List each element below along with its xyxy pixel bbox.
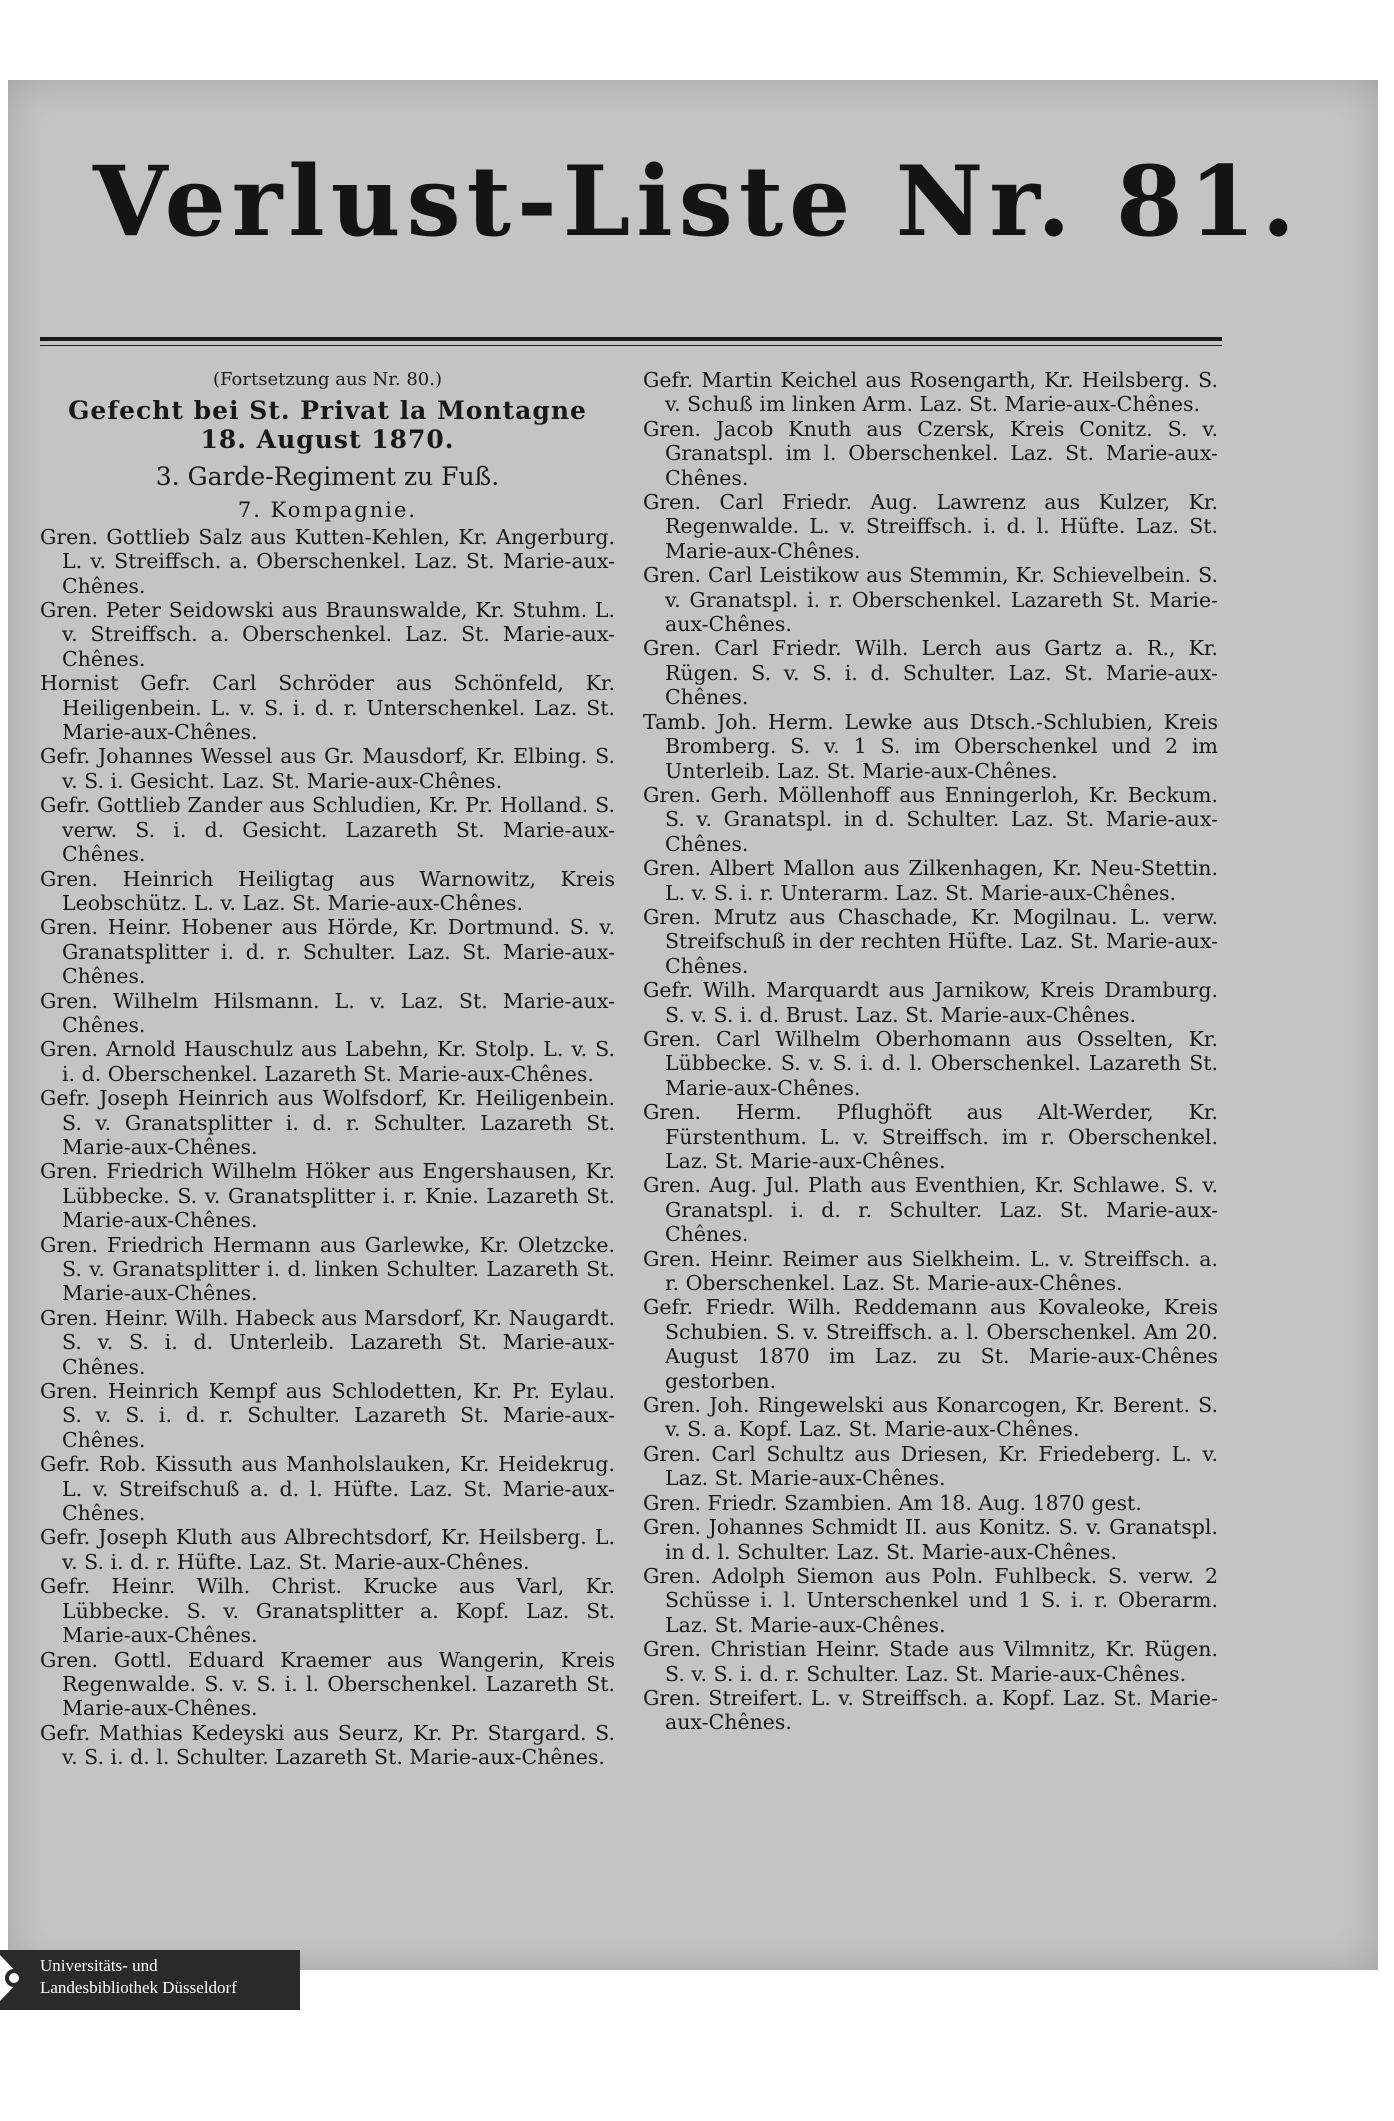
casualty-entry: Gren. Friedrich Wilhelm Höker aus Engershausen, Kr. Lübbecke. S. v. Granatsplitter i. r. Knie. Lazareth St. Marie-aux-Chênes. xyxy=(40,1159,615,1233)
casualty-entry: Gefr. Johannes Wessel aus Gr. Mausdorf, Kr. Elbing. S. v. S. i. Gesicht. Laz. St. Marie-aux-Chênes. xyxy=(40,744,615,793)
casualty-entry: Gren. Peter Seidowski aus Braunswalde, Kr. Stuhm. L. v. Streiffsch. a. Oberschenkel. Laz. St. Marie-aux-Chênes. xyxy=(40,598,615,671)
casualty-entry: Gren. Adolph Siemon aus Poln. Fuhlbeck. S. verw. 2 Schüsse i. l. Unterschenkel und 1 S. i. r. Oberarm. Laz. St. Marie-aux-Chênes. xyxy=(643,1563,1218,1637)
casualty-entry: Gefr. Gottlieb Zander aus Schludien, Kr. Pr. Holland. S. verw. S. i. d. Gesicht. Lazareth St. Marie-aux-Chênes. xyxy=(40,793,615,867)
casualty-entry: Gren. Joh. Ringewelski aus Konarcogen, Kr. Berent. S. v. S. a. Kopf. Laz. St. Marie-aux-Chênes. xyxy=(643,1393,1218,1442)
casualty-entry: Gren. Heinrich Heiligtag aus Warnowitz, Kreis Leobschütz. L. v. Laz. St. Marie-aux-Chênes. xyxy=(40,866,615,915)
casualty-entry: Gren. Carl Leistikow aus Stemmin, Kr. Schievelbein. S. v. Granatspl. i. r. Oberschenkel. Lazareth St. Marie-aux-Chênes. xyxy=(643,563,1218,637)
casualty-entry: Gren. Christian Heinr. Stade aus Vilmnitz, Kr. Rügen. S. v. S. i. d. r. Schulter. Laz. St. Marie-aux-Chênes. xyxy=(643,1637,1218,1686)
title-rule-thick xyxy=(40,337,1222,341)
casualty-entry: Gren. Streifert. L. v. Streiffsch. a. Kopf. Laz. St. Marie-aux-Chênes. xyxy=(643,1685,1218,1735)
casualty-entry: Gefr. Wilh. Marquardt aus Jarnikow, Kreis Dramburg. S. v. S. i. d. Brust. Laz. St. Marie-aux-Chênes. xyxy=(643,978,1218,1027)
casualty-entry: Gren. Johannes Schmidt II. aus Konitz. S. v. Granatspl. in d. l. Schulter. Laz. St. Marie-aux-Chênes. xyxy=(643,1515,1218,1564)
casualty-entry: Gren. Carl Friedr. Wilh. Lerch aus Gartz a. R., Kr. Rügen. S. v. S. i. d. Schulter. Laz. St. Marie-aux-Chênes. xyxy=(643,636,1218,710)
casualty-entry: Gefr. Heinr. Wilh. Christ. Krucke aus Varl, Kr. Lübbecke. S. v. Granatsplitter a. Kopf. Laz. St. Marie-aux-Chênes. xyxy=(40,1574,615,1648)
battle-heading: Gefecht bei St. Privat la Montagne xyxy=(68,396,587,426)
right-column xyxy=(643,368,1218,1735)
casualty-entry: Gren. Gerh. Möllenhoff aus Enningerloh, Kr. Beckum. S. v. Granatspl. in d. Schulter. Laz. St. Marie-aux-Chênes. xyxy=(643,782,1218,856)
casualty-entry: Gefr. Martin Keichel aus Rosengarth, Kr. Heilsberg. S. v. Schuß im linken Arm. Laz. St. Marie-aux-Chênes. xyxy=(643,368,1218,417)
casualty-entry: Gren. Heinrich Kempf aus Schlodetten, Kr. Pr. Eylau. S. v. S. i. d. r. Schulter. Lazareth St. Marie-aux-Chênes. xyxy=(40,1379,615,1452)
casualty-entry: Gren. Carl Schultz aus Driesen, Kr. Friedeberg. L. v. Laz. St. Marie-aux-Chênes. xyxy=(643,1441,1218,1491)
casualty-entry: Gren. Wilhelm Hilsmann. L. v. Laz. St. Marie-aux-Chênes. xyxy=(40,988,615,1037)
casualty-entry: Gren. Friedr. Szambien. Am 18. Aug. 1870 gest. xyxy=(643,1490,1142,1515)
company-heading: 7. Kompagnie. xyxy=(237,498,418,523)
casualty-entry: Gren. Aug. Jul. Plath aus Eventhien, Kr. Schlawe. S. v. Granatspl. i. d. r. Schulter. Laz. St. Marie-aux-Chênes. xyxy=(643,1173,1218,1247)
casualty-entry: Gren. Gottl. Eduard Kraemer aus Wangerin, Kreis Regenwalde. S. v. S. i. l. Oberschenkel. Lazareth St. Marie-aux-Chênes. xyxy=(40,1647,615,1721)
casualty-entry: Gren. Arnold Hauschulz aus Labehn, Kr. Stolp. L. v. S. i. d. Oberschenkel. Lazareth St. Marie-aux-Chênes. xyxy=(40,1037,615,1086)
casualty-entry: Gren. Friedrich Hermann aus Garlewke, Kr. Oletzcke. S. v. Granatsplitter i. d. linken Schulter. Lazareth St. Marie-aux-Chênes. xyxy=(40,1232,615,1306)
library-name xyxy=(40,1955,237,1999)
casualty-entry: Gren. Heinr. Wilh. Habeck aus Marsdorf, Kr. Naugardt. S. v. S. i. d. Unterleib. Lazareth St. Marie-aux-Chênes. xyxy=(40,1305,615,1379)
casualty-entry: Gren. Carl Friedr. Aug. Lawrenz aus Kulzer, Kr. Regenwalde. L. v. Streiffsch. i. d. l. Hüfte. Laz. St. Marie-aux-Chênes. xyxy=(643,490,1218,563)
casualty-entry: Hornist Gefr. Carl Schröder aus Schönfeld, Kr. Heiligenbein. L. v. S. i. d. r. Unterschenkel. Laz. St. Marie-aux-Chênes. xyxy=(40,671,615,745)
casualty-entry: Gefr. Friedr. Wilh. Reddemann aus Kovaleoke, Kreis Schubien. S. v. Streiffsch. a. l. Oberschenkel. Am 20. August 1870 im Laz. zu St. Marie-aux-Chênes gestorben. xyxy=(643,1295,1218,1393)
battle-date: 18. August 1870. xyxy=(200,425,455,455)
casualty-list-right xyxy=(643,368,1218,1735)
casualty-entry: Gefr. Mathias Kedeyski aus Seurz, Kr. Pr. Stargard. S. v. S. i. d. l. Schulter. Lazareth St. Marie-aux-Chênes. xyxy=(40,1720,615,1770)
regiment-heading: 3. Garde-Regiment zu Fuß. xyxy=(155,462,500,492)
casualty-entry: Gren. Albert Mallon aus Zilkenhagen, Kr. Neu-Stettin. L. v. S. i. r. Unterarm. Laz. St. Marie-aux-Chênes. xyxy=(643,856,1218,905)
casualty-entry: Gren. Heinr. Hobener aus Hörde, Kr. Dortmund. S. v. Granatsplitter i. d. r. Schulter. Laz. St. Marie-aux-Chênes. xyxy=(40,915,615,989)
library-name-line2: Landesbibliothek Düsseldorf xyxy=(40,1978,237,1997)
casualty-entry: Gren. Herm. Pflughöft aus Alt-Werder, Kr. Fürstenthum. L. v. Streiffsch. im r. Oberschenkel. Laz. St. Marie-aux-Chênes. xyxy=(643,1100,1218,1173)
library-name-line1: Universitäts- und xyxy=(40,1956,158,1975)
casualty-entry: Gren. Carl Wilhelm Oberhomann aus Osselten, Kr. Lübbecke. S. v. S. i. d. l. Oberschenkel. Lazareth St. Marie-aux-Chênes. xyxy=(643,1026,1218,1100)
casualty-entry: Tamb. Joh. Herm. Lewke aus Dtsch.-Schlubien, Kreis Bromberg. S. v. 1 S. im Oberschenkel und 2 im Unterleib. Laz. St. Marie-aux-Chênes. xyxy=(643,709,1218,783)
page-title: Verlust-Liste Nr. 81. xyxy=(92,145,1302,258)
library-logo-icon xyxy=(0,1955,36,2001)
casualty-entry: Gefr. Rob. Kissuth aus Manholslauken, Kr. Heidekrug. L. v. Streifschuß a. d. l. Hüfte. Laz. St. Marie-aux-Chênes. xyxy=(40,1452,615,1526)
left-column xyxy=(40,368,615,1770)
casualty-entry: Gren. Heinr. Reimer aus Sielkheim. L. v. Streiffsch. a. r. Oberschenkel. Laz. St. Marie-aux-Chênes. xyxy=(643,1246,1218,1296)
casualty-list-left xyxy=(40,525,615,1770)
title-rule-thin xyxy=(40,345,1222,346)
casualty-entry: Gefr. Joseph Kluth aus Albrechtsdorf, Kr. Heilsberg. L. v. S. i. d. r. Hüfte. Laz. St. Marie-aux-Chênes. xyxy=(40,1525,615,1574)
casualty-entry: Gren. Gottlieb Salz aus Kutten-Kehlen, Kr. Angerburg. L. v. Streiffsch. a. Oberschenkel. Laz. St. Marie-aux-Chênes. xyxy=(40,524,615,598)
casualty-entry: Gren. Mrutz aus Chaschade, Kr. Mogilnau. L. verw. Streifschuß in der rechten Hüfte. Laz. St. Marie-aux-Chênes. xyxy=(643,904,1218,978)
continuation-note: (Fortsetzung aus Nr. 80.) xyxy=(213,369,442,390)
casualty-entry: Gren. Jacob Knuth aus Czersk, Kreis Conitz. S. v. Granatspl. im l. Oberschenkel. Laz. St. Marie-aux-Chênes. xyxy=(643,416,1218,490)
casualty-entry: Gefr. Joseph Heinrich aus Wolfsdorf, Kr. Heiligenbein. S. v. Granatsplitter i. d. r. Schulter. Lazareth St. Marie-aux-Chênes. xyxy=(40,1086,615,1159)
